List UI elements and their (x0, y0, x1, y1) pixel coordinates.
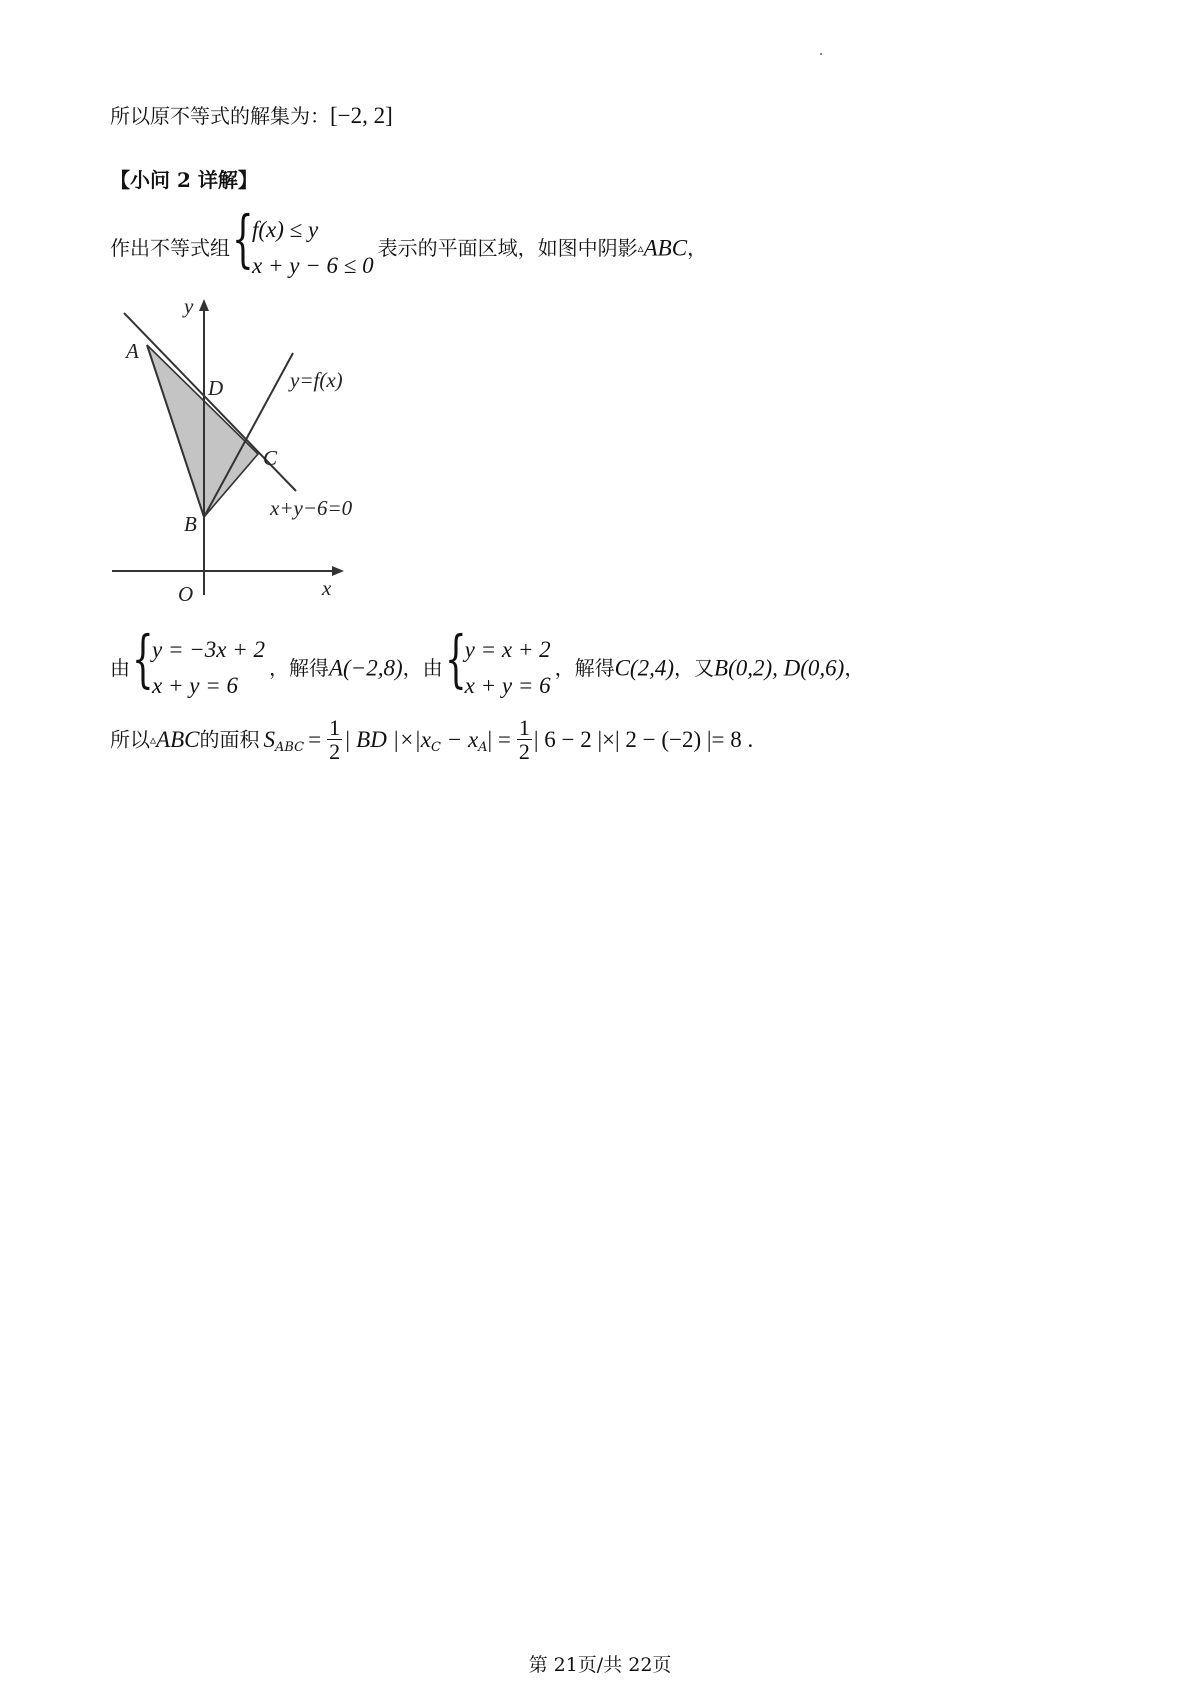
equals: = (308, 727, 322, 753)
system-1-row-1: y = −3x + 2 (152, 637, 265, 662)
page-footer: 第 21页/共 22页 (528, 1654, 672, 1676)
area-subscript: ABC (274, 740, 305, 756)
so-text: 所以 (110, 727, 150, 752)
point-a-label: A (126, 339, 139, 363)
solve-text: ，解得 (268, 656, 329, 680)
triangle-symbol: ▵ (637, 241, 644, 255)
bd-times-x: | BD |×|x (344, 727, 431, 753)
x-axis-arrow (332, 566, 344, 576)
intro-text: 作出不等式组 (110, 236, 230, 260)
left-brace: { (132, 622, 154, 695)
left-brace: { (444, 622, 467, 695)
you-text-2: ，由 (402, 656, 443, 680)
area-result: | 6 − 2 |×| 2 − (−2) |= 8 . (533, 727, 754, 753)
comma: ， (844, 656, 865, 680)
triangle-name: ABC (643, 235, 688, 261)
triangle-symbol: ▵ (150, 732, 157, 747)
inequality-system-line (110, 202, 708, 284)
abs-close-equals: | = (487, 727, 511, 753)
minus-x: − x (440, 727, 479, 753)
point-b-label: B (184, 512, 197, 536)
point-c-coords: C(2,4) (614, 655, 675, 681)
you-text: 由 (110, 656, 130, 680)
fraction-one-half-2 (517, 716, 532, 763)
left-brace: { (232, 202, 254, 275)
x-axis-label: x (322, 576, 332, 600)
origin-label: O (178, 582, 194, 606)
solve-text-2: ，解得 (554, 656, 615, 680)
region-figure (100, 295, 380, 625)
point-d-label: D (208, 376, 224, 400)
system-1-row-2: x + y = 6 (152, 673, 238, 698)
area-formula-line (110, 716, 753, 763)
system-2-row-1: y = x + 2 (464, 637, 551, 662)
intersection-line (110, 622, 865, 704)
subscript-c: C (430, 740, 441, 756)
area-symbol: S (263, 727, 275, 753)
solution-set-text: 所以原不等式的解集为： (110, 104, 330, 128)
point-c-label: C (263, 446, 278, 470)
fraction-numerator: 1 (329, 715, 341, 740)
shaded-triangle-abc (147, 345, 258, 517)
inequality-row-2: x + y − 6 ≤ 0 (252, 253, 374, 278)
system-1 (132, 622, 265, 704)
subscript-a: A (478, 740, 488, 756)
line-label: x+y−6=0 (270, 496, 353, 520)
fraction-denominator: 2 (518, 739, 530, 765)
comma: ， (687, 236, 708, 260)
solution-set-line (110, 104, 393, 127)
point-bd-coords: B(0,2), D(0,6) (714, 655, 845, 681)
part2-heading: 【小问 2 详解】 (110, 168, 258, 192)
curve-label: y=f(x) (290, 368, 343, 392)
system-2 (444, 622, 551, 704)
scan-speck (820, 53, 822, 55)
also-text: ，又 (674, 656, 715, 680)
fraction-one-half (327, 716, 342, 763)
y-axis-label: y (184, 295, 194, 318)
point-a-coords: A(−2,8) (328, 655, 403, 681)
area-text: 的面积 (199, 727, 260, 752)
system-2-row-2: x + y = 6 (464, 673, 551, 698)
fraction-numerator: 1 (518, 715, 530, 740)
triangle-name: ABC (156, 727, 200, 753)
fraction-denominator: 2 (329, 739, 341, 765)
y-axis-arrow (199, 299, 209, 311)
inequality-row-1: f(x) ≤ y (252, 217, 319, 242)
solution-set-interval: [−2, 2] (330, 103, 393, 128)
region-text: 表示的平面区域，如图中阴影 (377, 236, 638, 260)
inequality-system (232, 202, 374, 284)
